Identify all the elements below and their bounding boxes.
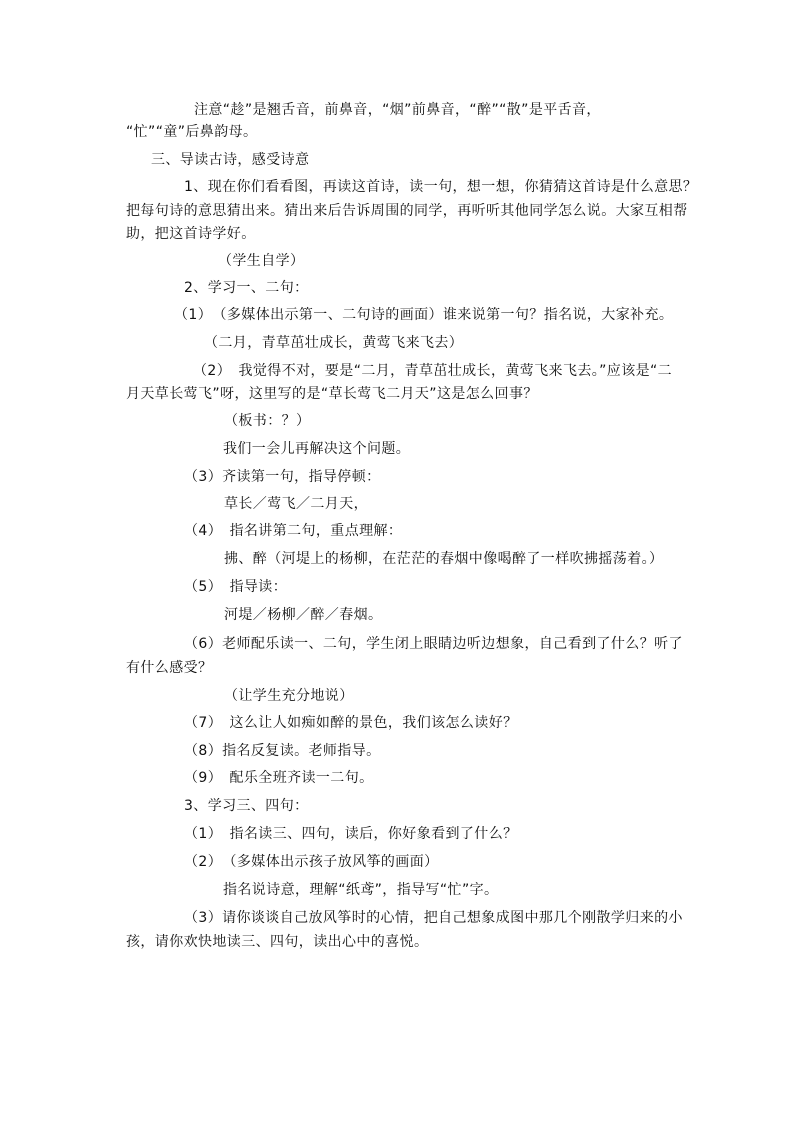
text-line: （9） 配乐全班齐读一二句。 bbox=[184, 770, 374, 786]
text-line: （板书：？） bbox=[224, 413, 311, 429]
text-line: （7） 这么让人如痴如醉的景色，我们该怎么读好？ bbox=[184, 715, 518, 731]
text-line: “忙”“童”后鼻韵母。 bbox=[126, 124, 258, 140]
text-line: 河堤／杨柳／醉／春烟。 bbox=[224, 607, 383, 623]
text-line: 1、现在你们看看图，再读这首诗，读一句，想一想，你猜猜这首诗是什么意思？ bbox=[184, 179, 698, 195]
subsection-heading: 2、学习一、二句： bbox=[184, 280, 309, 296]
subsection-heading: 3、学习三、四句： bbox=[184, 798, 309, 814]
text-line: 拂、醉（河堤上的杨柳，在茫茫的春烟中像喝醉了一样吹拂摇荡着。） bbox=[224, 551, 664, 567]
text-line: （二月，青草茁壮成长，黄莺飞来飞去） bbox=[204, 335, 464, 351]
text-line: （2） （多媒体出示孩子放风筝的画面） bbox=[184, 854, 439, 870]
text-line: （5） 指导读： bbox=[184, 579, 288, 595]
section-heading: 三、导读古诗，感受诗意 bbox=[151, 152, 310, 168]
text-line: 孩，请你欢快地读三、四句，读出心中的喜悦。 bbox=[126, 934, 429, 950]
text-line: 注意“趁”是翘舌音，前鼻音，“烟”前鼻音，“醉”“散”是平舌音， bbox=[194, 102, 601, 118]
text-line: 指名说诗意，理解“纸鸢”，指导写“忙”字。 bbox=[223, 882, 499, 898]
text-line: （3）齐读第一句，指导停顿： bbox=[184, 469, 381, 485]
text-line: （学生自学） bbox=[218, 253, 305, 269]
text-line: （6）老师配乐读一、二句，学生闭上眼睛边听边想象，自己看到了什么？听了 bbox=[184, 636, 683, 652]
text-line: （让学生充分地说） bbox=[224, 688, 354, 704]
text-line: （2） 我觉得不对，要是“二月，青草茁壮成长，黄莺飞来飞去。”应该是“二 bbox=[193, 363, 673, 379]
text-line: （3）请你谈谈自己放风筝时的心情，把自己想象成图中那几个刚散学归来的小 bbox=[184, 910, 683, 926]
text-line: 助，把这首诗学好。 bbox=[126, 226, 256, 242]
text-line: （8）指名反复读。老师指导。 bbox=[184, 743, 381, 759]
text-line: 有什么感受？ bbox=[126, 660, 213, 676]
text-line: （1） （多媒体出示第一、二句诗的画面）谁来说第一句？指名说，大家补充。 bbox=[174, 307, 674, 323]
text-line: （4） 指名讲第二句，重点理解： bbox=[184, 523, 403, 539]
text-line: 把每句诗的意思猜出来。猜出来后告诉周围的同学，再听听其他同学怎么说。大家互相帮 bbox=[126, 203, 688, 219]
text-line: 草长／莺飞／二月天， bbox=[224, 496, 368, 512]
text-line: 月天草长莺飞”呀，这里写的是“草长莺飞二月天”这是怎么回事？ bbox=[126, 386, 538, 402]
text-line: 我们一会儿再解决这个问题。 bbox=[223, 441, 411, 457]
text-line: （1） 指名读三、四句，读后，你好象看到了什么？ bbox=[184, 826, 518, 842]
